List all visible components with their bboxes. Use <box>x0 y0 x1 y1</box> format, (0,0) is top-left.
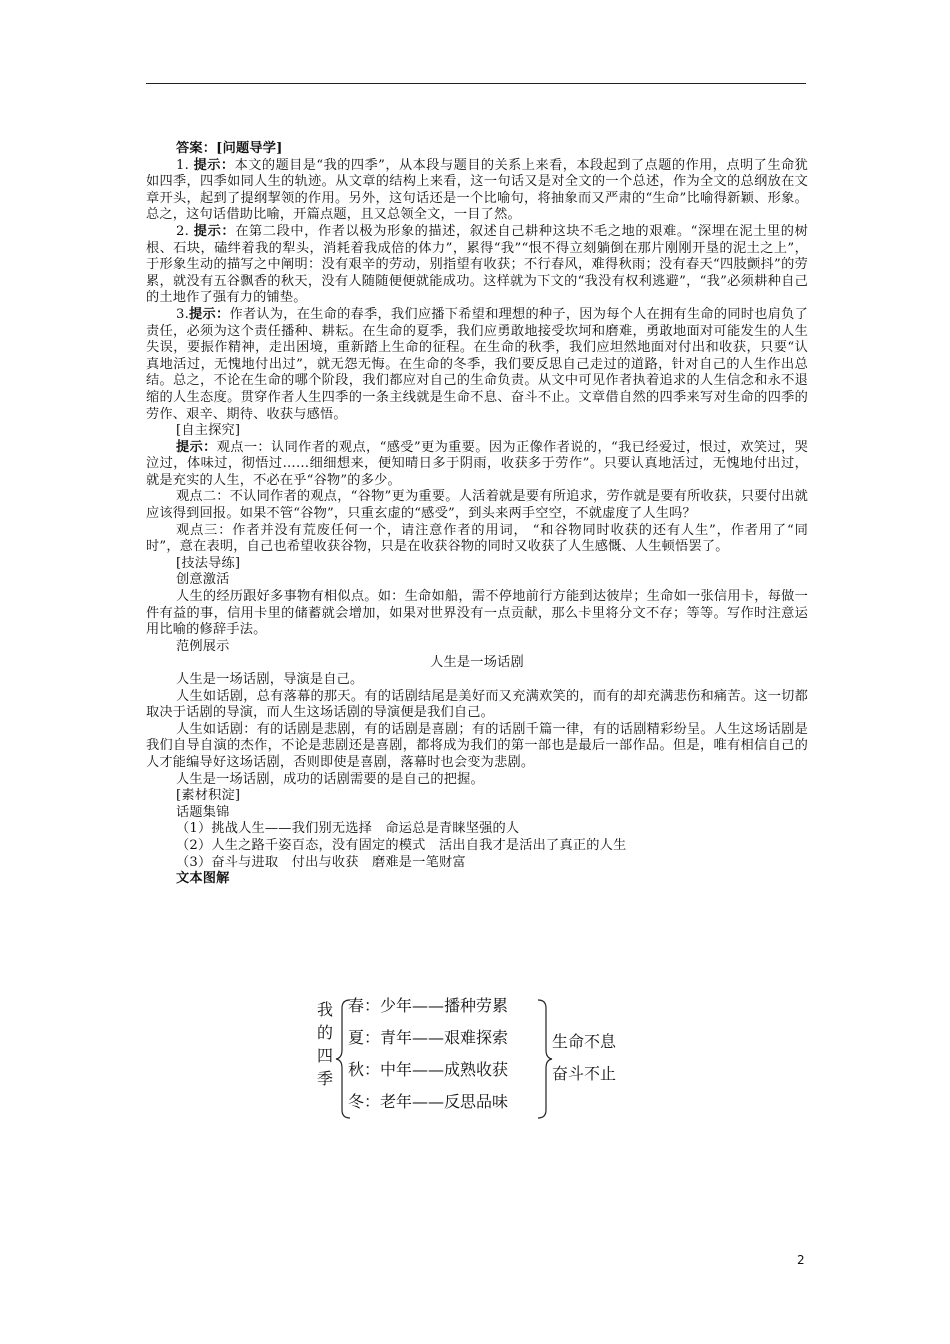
answer-text: 在第二段中，作者以极为形象的描述，叙述自己耕种这块不毛之地的艰难。“深埋在泥土里的树根、石块，磕绊着我的犁头，消耗着我成倍的体力”，累得“我”“恨不得立刻躺倒在那片刚刚开垦的泥土之上”，于形象生动的描写之中阐明：没有艰辛的劳动，别指望有收获；不行春风，难得秋雨；没有春天“四肢颤抖”的劳累，就没有五谷飘香的秋天，没有人随随便便就能成功。这样就为下文的“我没有权利逃避”，“我”必须耕种自己的土地作了强有力的铺垫。 <box>146 223 808 306</box>
tip-label: 提示： <box>176 439 217 455</box>
answer-text: 作者认为，在生命的春季，我们应播下希望和理想的种子，因为每个人在拥有生命的同时也肩负了责任，必须为这个责任播种、耕耘。在生命的夏季，我们应勇敢地接受坎坷和磨难，勇敢地面对可能发生的人生失误，要振作精神，走出困境，重新踏上生命的征程。在生命的秋季，我们应坦然地面对付出和收获，只要“认真地活过，无愧地付出过”，就无怨无悔。在生命的冬季，我们要反思自己走过的道路，针对自己的人生作出总结。总之，不论在生命的哪个阶段，我们都应对自己的生命负责。从文中可见作者执着追求的人生信念和永不退缩的人生态度。贯穿作者人生四季的一条主线就是生命不息、奋斗不止。文章借自然的四季来写对生命的四季的劳作、艰辛、期待、收获与感悟。 <box>146 306 808 422</box>
essay-title: 人生是一场话剧 <box>430 655 524 671</box>
explore-viewpoint-1 <box>146 440 808 490</box>
page-number: 2 <box>797 1253 805 1267</box>
tip-label: 提示： <box>188 306 230 322</box>
section-heading-material: [素材积淀] <box>176 788 241 804</box>
essay-paragraph: 人生是一场话剧，成功的话剧需要的是自己的把握。 <box>176 771 484 787</box>
answer-item-3 <box>146 307 808 423</box>
document-body <box>146 141 808 888</box>
answer-heading: 答案：[问题导学] <box>176 141 283 156</box>
text-diagram <box>316 992 646 1126</box>
diagram-title <box>316 998 334 1090</box>
diagram-row-summer: 夏：青年——艰难探索 <box>348 1028 509 1047</box>
answer-text: 本文的题目是“我的四季”，从本段与题目的关系上来看，本段起到了点题的作用，点明了生命犹如四季，四季如同人生的轨迹。从文章的结构上来看，这一句话又是对全文的一个总述，作为全文的总纲放在文章开头，起到了提纲挈领的作用。另外，这句话还是一个比喻句，将抽象而又严肃的“生命”比喻得新颖、形象。总之，这句话借助比喻，开篇点题，且又总领全文，一目了然。 <box>146 157 808 223</box>
topic-item: （2）人生之路千姿百态，没有固定的模式 活出自我才是活出了真正的人生 <box>176 837 627 853</box>
answer-item-2 <box>146 224 808 307</box>
tip-label: 提示： <box>193 157 235 173</box>
essay-paragraph: 人生如话剧，总有落幕的那天。有的话剧结尾是美好而又充满欢笑的，而有的却充满悲伤和痛苦。这一切都取决于话剧的导演，而人生这场话剧的导演便是我们自己。 <box>146 688 808 721</box>
header-rule <box>146 83 806 84</box>
diagram-row-spring: 春：少年——播种劳累 <box>348 996 509 1015</box>
essay-paragraph: 人生如话剧：有的话剧是悲剧，有的话剧是喜剧；有的话剧千篇一律，有的话剧精彩纷呈。人生这场话剧是我们自导自演的杰作，不论是悲剧还是喜剧，都将成为我们的第一部也是最后一部作品。但是，唯有相信自己的人才能编导好这场话剧，否则即使是喜剧，落幕时也会变为悲剧。 <box>146 721 808 770</box>
topic-item: （3）奋斗与进取 付出与收获 磨难是一笔财富 <box>176 854 466 870</box>
example-label: 范例展示 <box>176 638 230 654</box>
diagram-row-autumn: 秋：中年——成熟收获 <box>348 1060 509 1079</box>
item-number: 3. <box>176 306 189 322</box>
item-number: 1. <box>176 157 189 173</box>
answer-item-1 <box>146 158 808 224</box>
tip-label: 提示： <box>193 223 236 239</box>
explore-viewpoint-2: 观点二：不认同作者的观点，“谷物”更为重要。人活着就是要有所追求，劳作就是要有所收获，只要付出就应该得到回报。如果不管“谷物”，只重玄虚的“感受”，到头来两手空空，不就虚度了人生吗？ <box>146 489 808 522</box>
topics-label: 话题集锦 <box>176 804 230 820</box>
explore-viewpoint-3: 观点三：作者并没有荒废任何一个，请注意作者的用词， “和谷物同时收获的还有人生”，作者用了“同时”，意在表明，自己也希望收获谷物，只是在收获谷物的同时又收获了人生感慨、人生顿悟罢了。 <box>146 522 808 555</box>
diagram-summary-2: 奋斗不止 <box>552 1064 617 1083</box>
diagram-label: 文本图解 <box>176 871 230 887</box>
essay-paragraph: 人生是一场话剧，导演是自己。 <box>176 672 364 687</box>
explore-text: 观点一：认同作者的观点，“感受”更为重要。因为正像作者说的，“我已经爱过，恨过，欢笑过，哭泣过，体味过，彻悟过……细细想来，便知晴日多于阴雨，收获多于劳作”。只要认真地活过，无愧地付出过，就是充实的人生，不必在乎“谷物”的多少。 <box>146 439 808 488</box>
topic-item: （1）挑战人生——我们别无选择 命运总是青睐坚强的人 <box>176 821 520 837</box>
diagram-summary-1: 生命不息 <box>552 1032 617 1051</box>
section-heading-explore: [自主探究] <box>176 423 241 439</box>
diagram-title-char: 四 <box>316 1046 333 1065</box>
diagram-title-char: 季 <box>316 1069 333 1088</box>
item-number: 2. <box>176 223 189 239</box>
creative-text: 人生的经历跟好多事物有相似点。如：生命如船，需不停地前行方能到达彼岸；生命如一张信用卡，每做一件有益的事，信用卡里的储蓄就会增加，如果对世界没有一点贡献，那么卡里将分文不存；等等。写作时注意运用比喻的修辞手法。 <box>146 589 808 638</box>
right-brace-icon <box>538 1000 552 1118</box>
creative-label: 创意激活 <box>176 572 230 588</box>
diagram-title-char: 的 <box>316 1023 333 1042</box>
diagram-row-winter: 冬：老年——反思品味 <box>348 1092 509 1111</box>
section-heading-method: [技法导练] <box>176 555 241 571</box>
diagram-title-char: 我 <box>316 1000 333 1019</box>
